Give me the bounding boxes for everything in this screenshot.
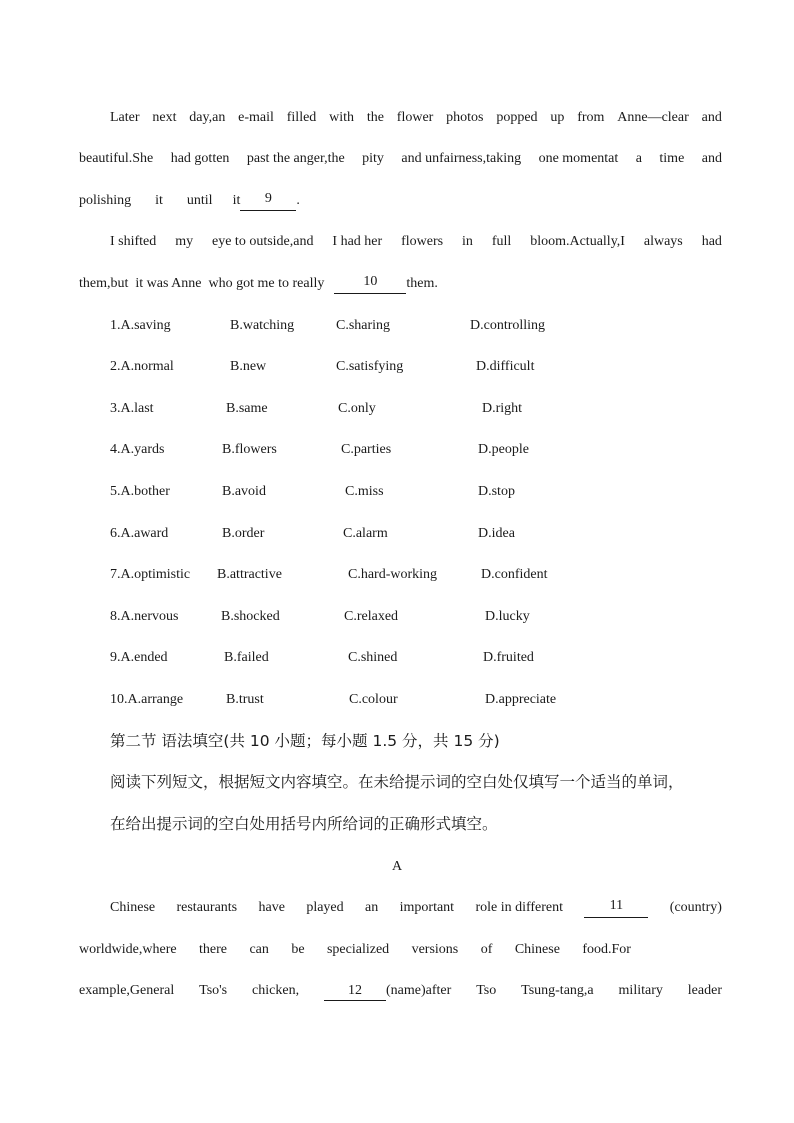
word: of [480,942,493,957]
word: Later [110,110,140,125]
option-a[interactable]: 1.A.saving [110,318,171,333]
word: with [329,110,355,125]
word: I shifted [110,234,157,249]
option-row [110,399,610,419]
word: can [249,942,269,957]
word: bloom.Actually,I [530,234,625,249]
option-c[interactable]: C.colour [349,692,398,707]
word: specialized [326,942,390,957]
word: pity [362,151,384,166]
option-a[interactable]: 5.A.bother [110,484,170,499]
word: flowers [401,234,444,249]
option-row [110,607,610,627]
section-heading: 第二节 语法填空(共 10 小题；每小题 1.5 分，共 15 分) [110,732,500,750]
word: e-mail [238,110,274,125]
word: there [199,942,227,957]
option-b[interactable]: B.order [222,526,265,541]
text-run: them,but it was Anne who got me to really [79,276,325,291]
word: beautiful.She [79,151,154,166]
option-b[interactable]: B.new [230,359,267,374]
word: important [399,900,455,915]
paragraph-line [110,232,722,252]
option-c[interactable]: C.sharing [336,318,391,333]
word: worldwide,where [79,942,177,957]
word: next [152,110,177,125]
word: photos [446,110,484,125]
option-d[interactable]: D.controlling [470,318,546,333]
option-a[interactable]: 7.A.optimistic [110,567,191,582]
word: Tso [476,983,497,998]
passage-label: A [391,859,403,874]
option-a[interactable]: 3.A.last [110,401,154,416]
option-c[interactable]: C.hard-working [348,567,438,582]
option-d[interactable]: D.idea [478,526,515,541]
option-b[interactable]: B.shocked [221,609,280,624]
option-c[interactable]: C.parties [341,442,392,457]
answer-blank-12[interactable]: 12 [324,983,386,1001]
option-b[interactable]: B.failed [224,650,269,665]
word: had gotten [170,151,230,166]
option-c[interactable]: C.alarm [343,526,388,541]
word: and unfairness,taking [401,151,522,166]
paragraph-line [79,981,722,1001]
answer-blank-9[interactable]: 9 [240,191,296,211]
word: past the anger,the [246,151,345,166]
option-d[interactable]: D.stop [478,484,515,499]
word: be [291,942,305,957]
option-a[interactable]: 8.A.nervous [110,609,179,624]
word: time [659,151,685,166]
word: food.For [582,942,631,957]
word: role in different [475,900,564,915]
paragraph-line [79,274,722,294]
option-row [110,357,610,377]
answer-blank-10[interactable]: 10 [334,274,406,294]
option-b[interactable]: B.trust [226,692,264,707]
word: always [643,234,683,249]
option-a[interactable]: 6.A.award [110,526,169,541]
word: and [701,151,722,166]
option-row [110,690,610,710]
paragraph-line [79,149,722,169]
option-c[interactable]: C.relaxed [344,609,399,624]
word: Tso's [199,983,228,998]
word: I had her [332,234,383,249]
word: full [491,234,512,249]
word: a [635,151,642,166]
option-d[interactable]: D.fruited [483,650,534,665]
word: day,an [189,110,226,125]
word: example,General [79,983,175,998]
word: and [701,110,722,125]
word: from [577,110,605,125]
option-a[interactable]: 10.A.arrange [110,692,184,707]
word: up [550,110,565,125]
word: have [258,900,285,915]
option-c[interactable]: C.only [338,401,376,416]
word: chicken, [252,983,300,998]
option-a[interactable]: 2.A.normal [110,359,174,374]
option-row [110,565,610,585]
instruction-line: 阅读下列短文，根据短文内容填空。在未给提示词的空白处仅填写一个适当的单词， [110,773,684,791]
text-run: until [186,193,213,208]
option-b[interactable]: B.same [226,401,268,416]
word: Chinese [110,900,156,915]
word: one momentat [538,151,619,166]
paragraph-line [79,940,631,960]
option-d[interactable]: D.appreciate [485,692,557,707]
option-d[interactable]: D.confident [481,567,548,582]
word-hint: (name)after [385,983,452,998]
option-row [110,648,610,668]
word: eye to outside,and [212,234,314,249]
option-d[interactable]: D.lucky [485,609,530,624]
paragraph-line [110,108,722,128]
word: restaurants [176,900,238,915]
option-row [110,316,610,336]
option-b[interactable]: B.attractive [217,567,282,582]
option-c[interactable]: C.satisfying [336,359,404,374]
option-a[interactable]: 4.A.yards [110,442,165,457]
blank-group [324,981,451,1001]
option-d[interactable]: D.people [478,442,529,457]
word: popped [496,110,538,125]
text-run: . [296,193,300,208]
option-b[interactable]: B.avoid [222,484,266,499]
option-row [110,440,610,460]
text-run: them. [406,276,438,291]
word: leader [687,983,722,998]
option-b[interactable]: B.flowers [222,442,277,457]
word: Tsung-tang,a [521,983,594,998]
paragraph-line [110,898,722,918]
word: Chinese [514,942,560,957]
option-row [110,482,610,502]
text-run: it [155,193,163,208]
word: versions [411,942,459,957]
option-d[interactable]: D.right [482,401,523,416]
text-run: polishing [79,193,132,208]
word: military [618,983,663,998]
word-hint: (country) [669,900,722,915]
text-run: it [232,193,241,208]
word: played [306,900,344,915]
option-d[interactable]: D.difficult [476,359,535,374]
answer-blank-11[interactable]: 11 [584,898,648,918]
word: Anne—clear [617,110,689,125]
word: an [365,900,379,915]
option-row [110,524,610,544]
option-b[interactable]: B.watching [230,318,295,333]
instruction-line: 在给出提示词的空白处用括号内所给词的正确形式填空。 [110,815,498,833]
option-c[interactable]: C.shined [348,650,398,665]
word: the [366,110,384,125]
word: flower [396,110,434,125]
option-a[interactable]: 9.A.ended [110,650,168,665]
word: filled [286,110,317,125]
word: had [701,234,722,249]
paragraph-line [79,191,722,211]
option-c[interactable]: C.miss [345,484,384,499]
word: my [175,234,194,249]
word: in [462,234,473,249]
